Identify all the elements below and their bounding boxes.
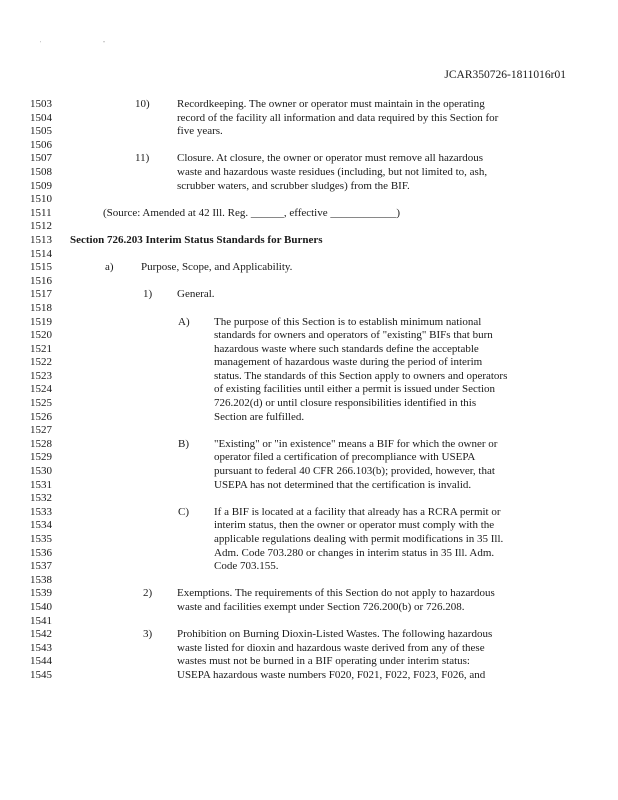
line-number: 1514 bbox=[30, 247, 52, 260]
line-1539 bbox=[0, 587, 618, 601]
line-1504 bbox=[0, 112, 618, 126]
body-text: waste listed for dioxin and hazardous waste derived from any of these bbox=[177, 641, 485, 654]
line-1526 bbox=[0, 411, 618, 425]
line-number: 1534 bbox=[30, 519, 52, 532]
body-text: pursuant to federal 40 CFR 266.103(b); provided, however, that bbox=[214, 465, 495, 478]
line-number: 1525 bbox=[30, 397, 52, 410]
line-1532 bbox=[0, 492, 618, 506]
line-number: 1507 bbox=[30, 152, 52, 165]
line-1530 bbox=[0, 465, 618, 479]
line-number: 1538 bbox=[30, 573, 52, 586]
line-1533 bbox=[0, 506, 618, 520]
line-1535 bbox=[0, 533, 618, 547]
line-number: 1530 bbox=[30, 465, 52, 478]
line-1543 bbox=[0, 642, 618, 656]
body-text: Purpose, Scope, and Applicability. bbox=[141, 261, 293, 274]
line-number: 1508 bbox=[30, 165, 52, 178]
line-number: 1509 bbox=[30, 179, 52, 192]
body-text: five years. bbox=[177, 125, 223, 138]
line-number: 1531 bbox=[30, 478, 52, 491]
body-text: Recordkeeping. The owner or operator must maintain in the operating bbox=[177, 98, 485, 110]
line-number: 1523 bbox=[30, 369, 52, 382]
body-text: Adm. Code 703.280 or changes in interim status in 35 Ill. Adm. bbox=[214, 546, 495, 559]
line-number: 1521 bbox=[30, 342, 52, 355]
line-1516 bbox=[0, 275, 618, 289]
line-number: 1519 bbox=[30, 315, 52, 328]
line-1537 bbox=[0, 560, 618, 574]
line-number: 1518 bbox=[30, 301, 52, 314]
line-number: 1511 bbox=[30, 206, 52, 219]
line-number: 1545 bbox=[30, 668, 52, 681]
line-number: 1544 bbox=[30, 655, 52, 668]
line-1510 bbox=[0, 193, 618, 207]
line-1541 bbox=[0, 615, 618, 629]
line-1538 bbox=[0, 574, 618, 588]
line-number: 1526 bbox=[30, 410, 52, 423]
line-number: 1522 bbox=[30, 356, 52, 369]
line-number: 1512 bbox=[30, 220, 52, 233]
line-1508 bbox=[0, 166, 618, 180]
line-number: 1513 bbox=[30, 233, 52, 246]
line-1509 bbox=[0, 180, 618, 194]
line-number: 1543 bbox=[30, 641, 52, 654]
item-label: B) bbox=[178, 437, 189, 450]
line-number: 1515 bbox=[30, 261, 52, 274]
line-number: 1510 bbox=[30, 193, 52, 206]
line-number: 1516 bbox=[30, 274, 52, 287]
body-text: Closure. At closure, the owner or operator must remove all hazardous bbox=[177, 152, 484, 165]
line-number: 1537 bbox=[30, 560, 52, 573]
line-number: 1529 bbox=[30, 451, 52, 464]
line-1522 bbox=[0, 356, 618, 370]
line-1529 bbox=[0, 451, 618, 465]
item-label: a) bbox=[105, 261, 114, 274]
line-1525 bbox=[0, 397, 618, 411]
line-1542 bbox=[0, 628, 618, 642]
body-text: General. bbox=[177, 288, 215, 301]
line-1515 bbox=[0, 261, 618, 275]
line-number: 1539 bbox=[30, 587, 52, 600]
body-text: management of hazardous waste during the period of interim bbox=[214, 356, 483, 369]
line-1505 bbox=[0, 125, 618, 139]
line-1503 bbox=[0, 98, 618, 112]
line-1514 bbox=[0, 248, 618, 262]
body-text: The purpose of this Section is to establish minimum national bbox=[214, 315, 482, 328]
item-label: 11) bbox=[135, 152, 150, 165]
line-1544 bbox=[0, 655, 618, 669]
item-label: 2) bbox=[143, 587, 153, 600]
body-text: Exemptions. The requirements of this Section do not apply to hazardous bbox=[177, 587, 495, 600]
body-text: Section are fulfilled. bbox=[214, 410, 305, 423]
line-1540 bbox=[0, 601, 618, 615]
line-number: 1503 bbox=[30, 98, 52, 110]
line-1531 bbox=[0, 479, 618, 493]
line-number: 1535 bbox=[30, 533, 52, 545]
line-number: 1533 bbox=[30, 505, 52, 518]
document-body bbox=[0, 98, 618, 683]
section-heading: Section 726.203 Interim Status Standards for Burners bbox=[70, 233, 323, 246]
line-1507 bbox=[0, 152, 618, 166]
body-text: "Existing" or "in existence" means a BIF for which the owner or bbox=[214, 437, 498, 450]
line-1512 bbox=[0, 220, 618, 234]
line-1506 bbox=[0, 139, 618, 153]
body-text: wastes must not be burned in a BIF operating under interim status: bbox=[177, 655, 470, 668]
line-1511 bbox=[0, 207, 618, 221]
line-1528 bbox=[0, 438, 618, 452]
body-text: If a BIF is located at a facility that already has a RCRA permit or bbox=[214, 505, 501, 518]
body-text: waste and facilities exempt under Section 726.200(b) or 726.208. bbox=[177, 600, 465, 613]
body-text: status. The standards of this Section apply to owners and operators bbox=[214, 369, 508, 382]
line-number: 1527 bbox=[30, 424, 52, 437]
body-text: of existing facilities until either a permit is issued under Section bbox=[214, 383, 496, 396]
body-text: Prohibition on Burning Dioxin-Listed Wastes. The following hazardous bbox=[177, 628, 493, 641]
item-label: A) bbox=[178, 315, 190, 328]
line-number: 1541 bbox=[30, 614, 52, 627]
line-number: 1520 bbox=[30, 329, 52, 342]
line-number: 1524 bbox=[30, 383, 52, 396]
line-1518 bbox=[0, 302, 618, 316]
body-text: operator filed a certification of precompliance with USEPA bbox=[214, 451, 476, 464]
body-text: scrubber waters, and scrubber sludges) from the BIF. bbox=[177, 179, 410, 192]
item-label: 1) bbox=[143, 288, 153, 301]
line-number: 1532 bbox=[30, 492, 52, 505]
scan-marks: ' " bbox=[40, 41, 136, 47]
body-text: 726.202(d) or until closure responsibilities identified in this bbox=[214, 397, 477, 410]
body-text: interim status, then the owner or operator must comply with the bbox=[214, 519, 495, 532]
line-1524 bbox=[0, 383, 618, 397]
body-text: standards for owners and operators of "existing" BIFs that burn bbox=[214, 329, 493, 342]
item-label: 3) bbox=[143, 628, 153, 641]
body-text: record of the facility all information and data required by this Section for bbox=[177, 111, 499, 124]
line-1517 bbox=[0, 288, 618, 302]
body-text: Code 703.155. bbox=[214, 560, 279, 573]
line-1519 bbox=[0, 316, 618, 330]
line-number: 1528 bbox=[30, 437, 52, 450]
line-number: 1517 bbox=[30, 288, 52, 301]
line-number: 1542 bbox=[30, 628, 52, 641]
line-1513 bbox=[0, 234, 618, 248]
item-label: 10) bbox=[135, 98, 150, 110]
line-1534 bbox=[0, 519, 618, 533]
body-text: applicable regulations dealing with permit modifications in 35 Ill. bbox=[214, 533, 504, 545]
body-text: waste and hazardous waste residues (including, but not limited to, ash, bbox=[177, 165, 488, 178]
body-text: USEPA hazardous waste numbers F020, F021, F022, F023, F026, and bbox=[177, 668, 486, 681]
line-1521 bbox=[0, 343, 618, 357]
item-label: C) bbox=[178, 505, 189, 518]
body-text: hazardous waste where such standards define the acceptable bbox=[214, 342, 479, 355]
line-number: 1504 bbox=[30, 111, 52, 124]
document-id: JCAR350726-1811016r01 bbox=[444, 69, 566, 81]
line-number: 1536 bbox=[30, 546, 52, 559]
line-1520 bbox=[0, 329, 618, 343]
line-1523 bbox=[0, 370, 618, 384]
line-number: 1506 bbox=[30, 138, 52, 151]
line-1527 bbox=[0, 424, 618, 438]
line-1536 bbox=[0, 547, 618, 561]
line-1545 bbox=[0, 669, 618, 683]
body-text: (Source: Amended at 42 Ill. Reg. ______, effective ____________) bbox=[103, 206, 401, 219]
body-text: USEPA has not determined that the certification is invalid. bbox=[214, 478, 472, 491]
line-number: 1540 bbox=[30, 600, 52, 613]
line-number: 1505 bbox=[30, 125, 52, 138]
